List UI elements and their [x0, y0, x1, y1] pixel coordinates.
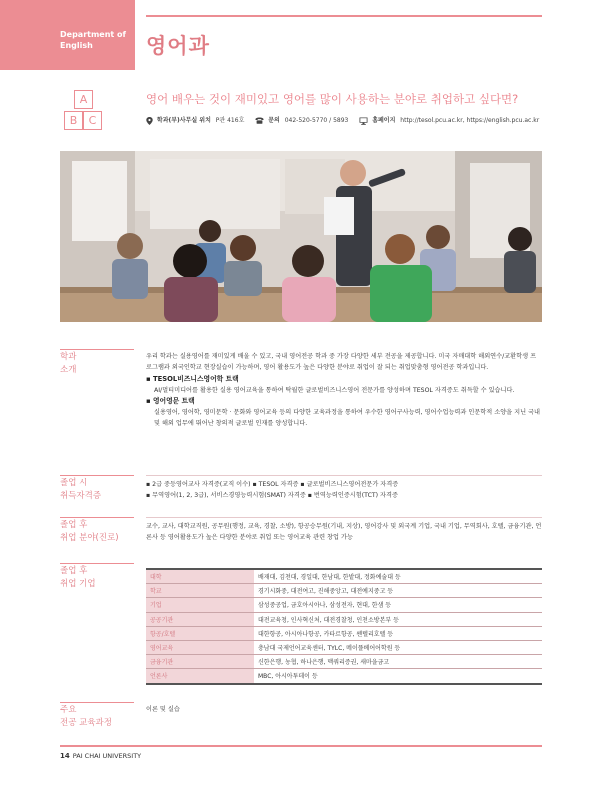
- table-row: [146, 598, 542, 612]
- row-key: 언론사: [146, 669, 254, 684]
- fields-text: 교수, 교사, 대학교직원, 공무원(행정, 교육, 경찰, 소방), 항공승무원(기내, 지상), 영어강사 및 외국계 기업, 국내 기업, 무역회사, 호텔, 금융기관, 언론사 등 영어활용도가 높은 다양한 분야로 취업 또는 영어교육 관련 창업 가능: [146, 523, 542, 541]
- curriculum-label-line1: 주요: [60, 705, 77, 715]
- abc-block-b: B: [64, 111, 83, 130]
- certs-rule: [60, 475, 134, 476]
- companies-label-line1: 졸업 후: [60, 566, 88, 576]
- track1-title: ▪ TESOL비즈니스영어학 트랙: [146, 375, 239, 383]
- row-value: 삼성중공업, 금호아시아나, 삼성전자, 현대, 한샘 등: [254, 598, 542, 612]
- certs-line2: ▪ 무역영어(1, 2, 3급), 서비스경영능력시험(SMAT) 자격증 ▪ 번역능력인증시험(TCT) 자격증: [146, 492, 398, 499]
- website-value[interactable]: http://tesol.pcu.ac.kr, https://english.pcu.ac.kr: [400, 117, 540, 124]
- footer-university: PAI CHAI UNIVERSITY: [72, 752, 142, 760]
- table-row: [146, 626, 542, 640]
- fields-rule-right: [146, 517, 542, 518]
- row-value: 대전교육청, 인사혁신처, 대전경찰청, 인천소방본부 등: [254, 612, 542, 626]
- location-pin-icon: [146, 117, 153, 125]
- department-label: [60, 29, 126, 51]
- fields-label-line1: 졸업 후: [60, 520, 88, 530]
- row-value: 경기시화중, 대전여고, 진해중앙고, 대전예지중고 등: [254, 584, 542, 598]
- companies-label: [60, 565, 96, 591]
- fields-label-line2: 취업 분야(진로): [60, 533, 119, 543]
- abc-block-a: A: [74, 90, 93, 109]
- abc-block-c: C: [83, 111, 102, 130]
- curriculum-text: 이론 및 실습: [146, 706, 180, 713]
- intro-paragraph: 우리 학과는 실용영어를 재미있게 배울 수 있고, 국내 영어전공 학과 중 가장 다양한 세부 전공을 제공합니다. 미국 자매대학 해외연수/교환학생 프로그램과 외국인학교 현장실습이 가능하며, 영어 활용도가 높은 다양한 분야로 취업이 잘 되는 취업맞춤형 영어전공 학과입니다.: [146, 353, 537, 371]
- row-value: MBC, 아시아투데이 등: [254, 669, 542, 684]
- table-row: [146, 612, 542, 626]
- fields-label: [60, 519, 119, 545]
- table-row: [146, 655, 542, 669]
- row-value: 대한항공, 아시아나항공, 카타르항공, 쎈텔리호텔 등: [254, 626, 542, 640]
- row-key: 금융기관: [146, 655, 254, 669]
- table-row: [146, 569, 542, 584]
- classroom-photo: [60, 151, 542, 322]
- row-key: 대학: [146, 569, 254, 584]
- certs-label-line2: 취득자격증: [60, 491, 102, 501]
- table-row: [146, 584, 542, 598]
- curriculum-rule: [60, 702, 134, 703]
- certs-rule-right: [146, 475, 542, 476]
- footer-rule: [60, 745, 542, 747]
- curriculum-label: [60, 704, 112, 730]
- table-row: [146, 640, 542, 654]
- track2-title: ▪ 영어영문 트랙: [146, 397, 195, 405]
- row-value: 충남대 국제언어교육센터, TYLC, 메이플베어어학원 등: [254, 640, 542, 654]
- footer: [60, 752, 141, 760]
- phone-icon: [255, 117, 264, 124]
- companies-label-line2: 취업 기업: [60, 579, 96, 589]
- phone-label: 문의: [268, 117, 280, 124]
- intro-rule: [60, 349, 134, 350]
- intro-label-line2: 소개: [60, 365, 77, 375]
- header-block: [0, 0, 135, 70]
- office-value: P관 416호: [215, 117, 245, 124]
- certs-body: [146, 479, 542, 501]
- companies-table: [146, 568, 542, 685]
- row-key: 항공/호텔: [146, 626, 254, 640]
- intro-label-line1: 학과: [60, 352, 77, 362]
- monitor-icon: [359, 117, 368, 125]
- row-key: 영어교육: [146, 640, 254, 654]
- intro-body: [146, 351, 542, 429]
- table-row: [146, 669, 542, 684]
- certs-label: [60, 477, 101, 503]
- track1-body: AI/멀티미디어를 활용한 실용 영어교육을 통하여 탁월한 글로벌비즈니스영어 전문가를 양성하며 TESOL 자격증도 취득할 수 있습니다.: [154, 387, 515, 394]
- department-line2: English: [60, 41, 93, 50]
- curriculum-label-line2: 전공 교육과정: [60, 718, 112, 728]
- companies-rule: [60, 563, 134, 564]
- row-key: 학교: [146, 584, 254, 598]
- row-key: 기업: [146, 598, 254, 612]
- row-key: 공공기관: [146, 612, 254, 626]
- certs-line1: ▪ 2급 중등영어교사 자격증(교직 이수) ▪ TESOL 자격증 ▪ 글로벌비즈니스영어전문가 자격증: [146, 481, 399, 488]
- row-value: 배재대, 김천대, 경일대, 한남대, 한밭대, 정화예술대 등: [254, 569, 542, 584]
- department-line1: Department of: [60, 30, 127, 39]
- certs-label-line1: 졸업 시: [60, 478, 88, 488]
- subtitle: 영어 배우는 것이 재미있고 영어를 많이 사용하는 분야로 취업하고 싶다면?: [146, 92, 519, 106]
- office-label: 학과(부)사무실 위치: [156, 117, 211, 124]
- website-label: 홈페이지: [372, 117, 396, 124]
- track2-body: 실용영어, 영어학, 영미문학 · 문화와 영어교육 등의 다양한 교육과정을 통하여 우수한 영어구사능력, 영어수업능력과 인문학적 소양을 지닌 국내 및 해외 업무에 뛰어난 창의적 글로벌 인재를 양성합니다.: [154, 409, 541, 427]
- contact-info: [146, 115, 548, 125]
- fields-rule: [60, 517, 134, 518]
- page-number: 14: [60, 752, 70, 760]
- phone-value: 042-520-5770 / 5893: [284, 117, 349, 124]
- row-value: 신한은행, 농협, 하나은행, 맥쿼리증권, 새마을금고: [254, 655, 542, 669]
- intro-label: [60, 351, 76, 377]
- title-rule: [146, 15, 542, 17]
- page-title: 영어과: [146, 34, 210, 58]
